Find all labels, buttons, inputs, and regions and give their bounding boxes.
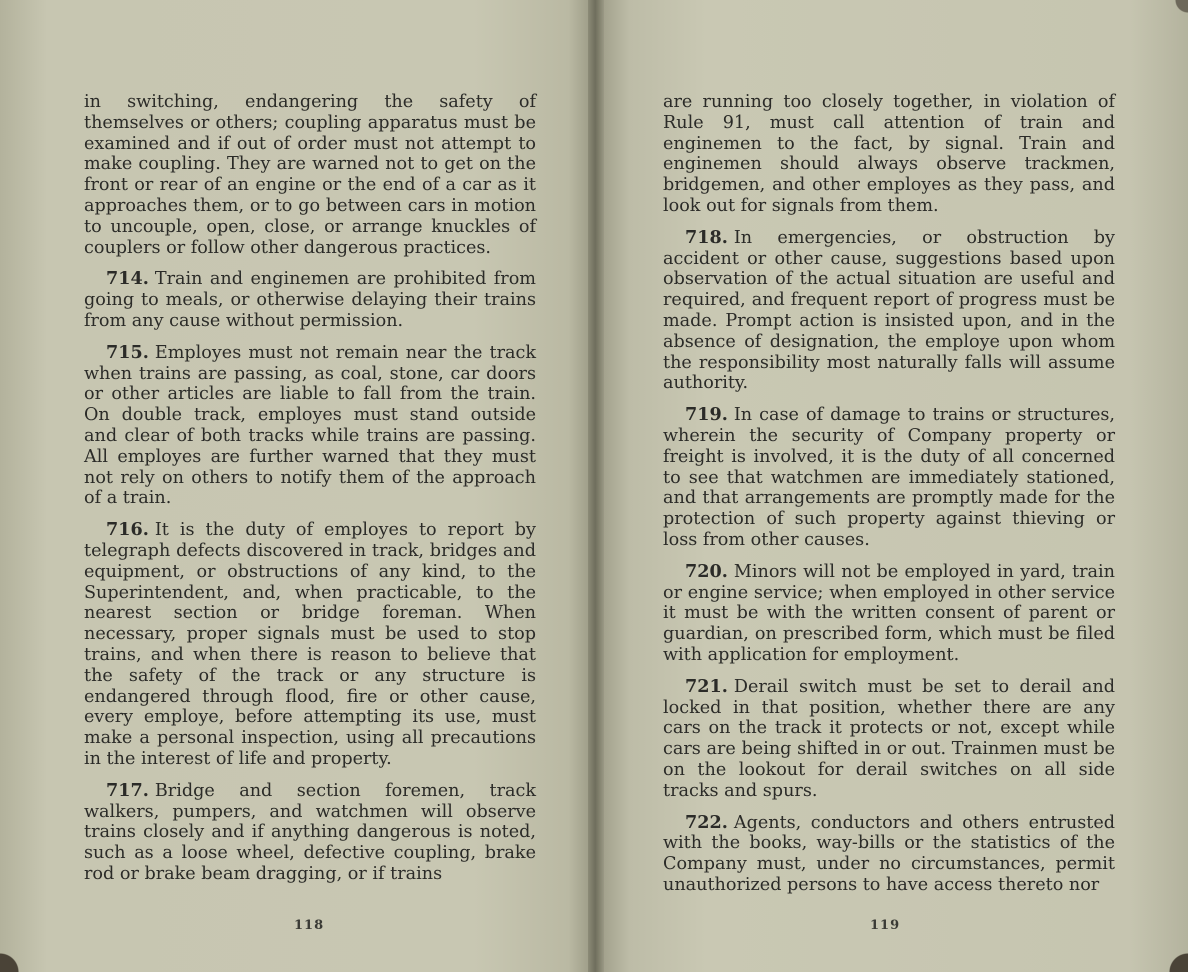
- rule-720: [663, 562, 1115, 666]
- rule-719: [663, 405, 1115, 551]
- rule-number: 715.: [106, 341, 149, 363]
- rule-718: [663, 228, 1115, 394]
- rule-number: 716.: [106, 519, 149, 541]
- rule-text: Minors will not be employed in yard, train or engine service; when employed in other service it must be with the written consent of parent or guardian, on prescribed form, which must be filed with application for employment.: [663, 561, 1115, 665]
- rule-text: Derail switch must be set to derail and locked in that position, whether there are any cars on the track it protects or not, except while cars are being shifted in or out. Trainmen must be on the lookout for derail switches on all side tracks and spurs.: [663, 676, 1115, 801]
- rule-text: In case of damage to trains or structures, wherein the security of Company property or freight is involved, it is the duty of all concerned to see that watchmen are immediately stationed, and that arrangements are promptly made for the protection of such property against thieving or loss from other causes.: [663, 405, 1115, 550]
- page-number: 119: [870, 918, 901, 933]
- rule-number: 718.: [685, 226, 728, 248]
- rule-721: [663, 677, 1115, 802]
- rule-722: [663, 813, 1115, 896]
- rule-text: It is the duty of employes to report by telegraph defects discovered in track, bridges and equipment, or obstructions of any kind, to the Superintendent, and, when practicable, to the nearest section or bridge foreman. When necessary, proper signals must be used to stop trains, and when there is reason to believe that the safety of the track or any structure is endangered through flood, fire or other cause, every employe, before attempting its use, must make a personal inspection, using all precautions in the interest of life and property.: [84, 520, 536, 769]
- page-corner: [1158, 0, 1188, 30]
- right-page-text: [663, 92, 1115, 907]
- rule-number: 719.: [685, 404, 728, 426]
- left-page-text: [84, 92, 536, 896]
- page-corner: [1148, 932, 1188, 972]
- page-number: 118: [294, 918, 325, 933]
- rule-text: In emergencies, or obstruction by accident or other cause, suggestions based upon observation of the actual situation are useful and required, and frequent report of progress must be made. Prompt action is insisted upon, and in the absence of designation, the employe upon whom the responsibility most naturally falls will assume authority.: [663, 227, 1115, 394]
- rule-717: [84, 781, 536, 885]
- rule-number: 717.: [106, 779, 149, 801]
- rule-716: [84, 520, 536, 770]
- rule-text: Agents, conductors and others entrusted with the books, way-bills or the statistics of the Company must, under no circumstances, permit unauthorized persons to have access thereto nor: [663, 812, 1115, 895]
- rule-714: [84, 269, 536, 331]
- rule-number: 720.: [685, 560, 728, 582]
- rule-715: [84, 343, 536, 509]
- rule-text: Bridge and section foremen, track walkers, pumpers, and watchmen will observe trains closely and if anything dangerous is noted, such as a loose wheel, defective coupling, brake rod or brake beam dragging, or if trains: [84, 780, 536, 884]
- rule-text: Employes must not remain near the track when trains are passing, as coal, stone, car doors or other articles are liable to fall from the train. On double track, employes must stand outside and clear of both tracks while trains are passing. All employes are further warned that they must not rely on others to notify them of the approach of a train.: [84, 342, 536, 509]
- continuation-paragraph: in switching, endangering the safety of themselves or others; coupling apparatus must be examined and if out of order must not attempt to make coupling. They are warned not to get on the front or rear of an engine or the end of a car as it approaches them, or to go between cars in motion to uncouple, open, close, or arrange knuckles of couplers or follow other dangerous practices.: [84, 92, 536, 258]
- book-gutter: [588, 0, 604, 972]
- rule-text: Train and enginemen are prohibited from going to meals, or otherwise delaying their trains from any cause without permission.: [84, 269, 536, 331]
- rule-number: 721.: [685, 675, 728, 697]
- page-corner: [0, 932, 40, 972]
- rule-number: 714.: [106, 268, 149, 290]
- continuation-paragraph: are running too closely together, in violation of Rule 91, must call attention of train and enginemen to the fact, by signal. Train and enginemen should always observe trackmen, bridgemen, and other employes as they pass, and look out for signals from them.: [663, 92, 1115, 216]
- rule-number: 722.: [685, 811, 728, 833]
